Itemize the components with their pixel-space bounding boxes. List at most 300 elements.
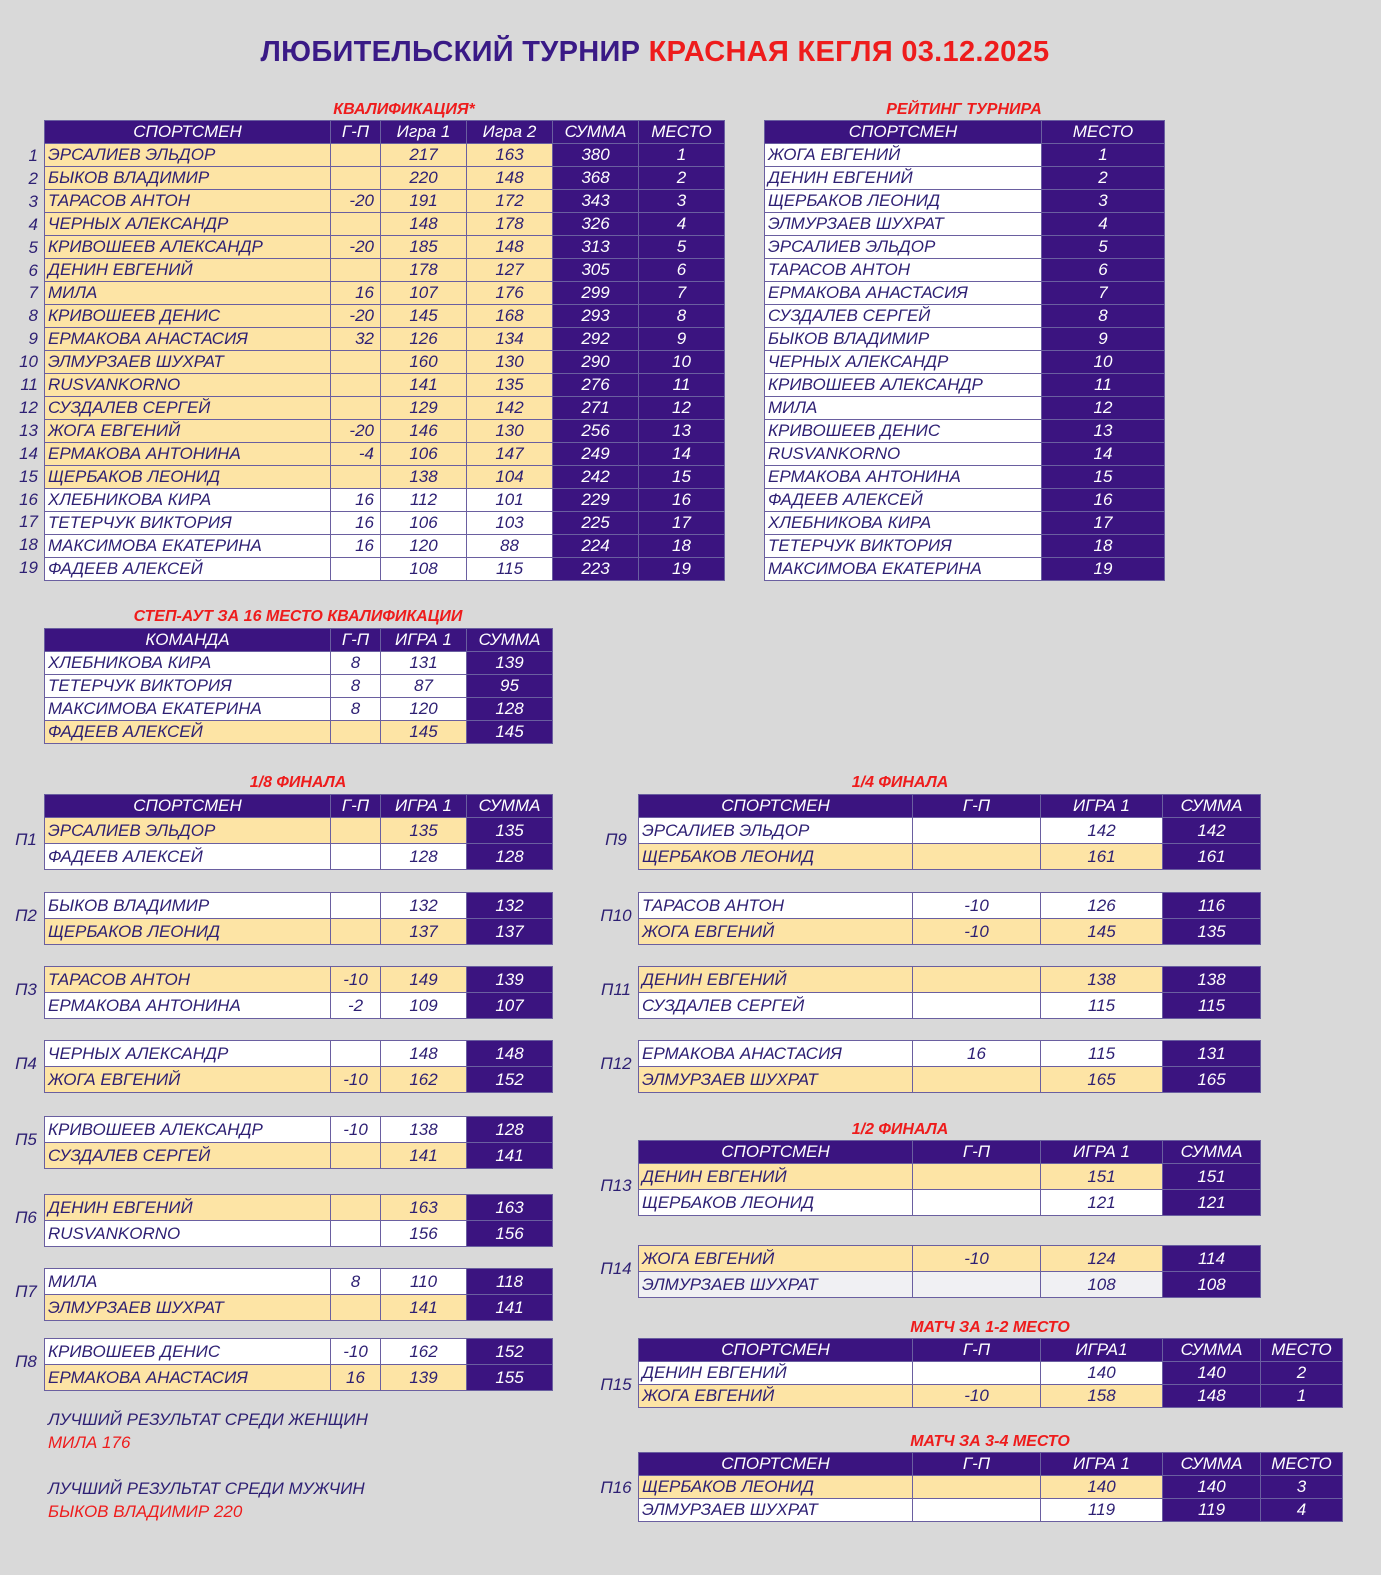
row-number: 4	[28, 214, 38, 234]
handicap	[913, 1499, 1041, 1522]
athlete-name: ТЕТЕРЧУК ВИКТОРИЯ	[45, 512, 331, 535]
total: 132	[467, 893, 553, 919]
place: 4	[1042, 213, 1165, 236]
place: 15	[1042, 466, 1165, 489]
column-header: СУММА	[1163, 1453, 1261, 1476]
table-row	[45, 466, 725, 489]
handicap: 16	[331, 489, 381, 512]
match-table	[44, 794, 553, 870]
table-body	[639, 1246, 1261, 1298]
best-women-value: МИЛА 176	[48, 1433, 131, 1452]
table-row	[45, 1143, 553, 1169]
game-1: 107	[381, 282, 467, 305]
table-row	[765, 190, 1165, 213]
column-header: Г-П	[331, 629, 381, 652]
athlete-name: ЩЕРБАКОВ ЛЕОНИД	[639, 844, 913, 870]
stepout-title: СТЕП-АУТ ЗА 16 МЕСТО КВАЛИФИКАЦИИ	[133, 608, 463, 625]
row-number: 10	[19, 352, 38, 372]
table-row	[639, 919, 1261, 945]
athlete-name: ТАРАСОВ АНТОН	[45, 190, 331, 213]
handicap: -10	[331, 1339, 381, 1365]
game-2: 148	[467, 167, 553, 190]
total: 95	[467, 675, 553, 698]
game-2: 147	[467, 443, 553, 466]
game-1: 145	[1041, 919, 1163, 945]
place: 14	[1042, 443, 1165, 466]
place: 11	[1042, 374, 1165, 397]
match-label: П8	[15, 1352, 37, 1371]
athlete-name: БЫКОВ ВЛАДИМИР	[765, 328, 1042, 351]
place: 14	[639, 443, 725, 466]
column-header: Г-П	[913, 795, 1041, 818]
game-2: 163	[467, 144, 553, 167]
game-2: 135	[467, 374, 553, 397]
handicap: -10	[331, 1067, 381, 1093]
table-row	[639, 1272, 1261, 1298]
table-row	[45, 1269, 553, 1295]
athlete-name: МАКСИМОВА ЕКАТЕРИНА	[45, 535, 331, 558]
place: 4	[1261, 1499, 1343, 1522]
handicap	[913, 1362, 1041, 1385]
athlete-name: ДЕНИН ЕВГЕНИЙ	[45, 1195, 331, 1221]
game-1: 137	[381, 919, 467, 945]
column-header: СПОРТСМЕН	[639, 795, 913, 818]
rating-table	[764, 120, 1165, 581]
table-body	[45, 1339, 553, 1391]
column-header: Г-П	[331, 795, 381, 818]
handicap	[331, 1143, 381, 1169]
place: 4	[639, 213, 725, 236]
athlete-name: ЕРМАКОВА АНТОНИНА	[45, 443, 331, 466]
place: 13	[639, 420, 725, 443]
total: 249	[553, 443, 639, 466]
total: 225	[553, 512, 639, 535]
row-number: 18	[19, 535, 38, 555]
game-1: 149	[381, 967, 467, 993]
match-label: П11	[601, 980, 631, 999]
table-row	[765, 259, 1165, 282]
athlete-name: ЕРМАКОВА АНАСТАСИЯ	[765, 282, 1042, 305]
table-row	[765, 305, 1165, 328]
table-row	[639, 1385, 1343, 1408]
place: 1	[1042, 144, 1165, 167]
athlete-name: ЭЛМУРЗАЕВ ШУХРАТ	[45, 1295, 331, 1321]
total: 140	[1163, 1362, 1261, 1385]
game-1: 138	[381, 466, 467, 489]
total: 276	[553, 374, 639, 397]
match-table	[638, 794, 1261, 870]
handicap	[913, 1164, 1041, 1190]
athlete-name: СУЗДАЛЕВ СЕРГЕЙ	[45, 1143, 331, 1169]
handicap: 16	[331, 1365, 381, 1391]
handicap: 16	[913, 1041, 1041, 1067]
table-row	[45, 397, 725, 420]
game-2: 176	[467, 282, 553, 305]
game-1: 185	[381, 236, 467, 259]
handicap	[331, 1221, 381, 1247]
handicap	[913, 1190, 1041, 1216]
total: 128	[467, 1117, 553, 1143]
table-row	[45, 1221, 553, 1247]
handicap	[331, 259, 381, 282]
table-body	[639, 967, 1261, 1019]
game-2: 101	[467, 489, 553, 512]
place: 12	[1042, 397, 1165, 420]
place: 13	[1042, 420, 1165, 443]
match-label: П4	[15, 1054, 37, 1073]
game-2: 134	[467, 328, 553, 351]
total: 343	[553, 190, 639, 213]
column-header: МЕСТО	[1261, 1339, 1343, 1362]
total: 108	[1163, 1272, 1261, 1298]
row-number: 5	[28, 237, 38, 257]
table-row	[45, 1295, 553, 1321]
rating-title: РЕЙТИНГ ТУРНИРА	[886, 101, 1042, 118]
handicap: -2	[331, 993, 381, 1019]
place: 3	[1042, 190, 1165, 213]
handicap	[913, 1067, 1041, 1093]
table-row	[45, 1041, 553, 1067]
table-row	[45, 305, 725, 328]
game-2: 130	[467, 420, 553, 443]
match-label: П12	[600, 1054, 632, 1073]
total: 119	[1163, 1499, 1261, 1522]
table-row	[45, 652, 553, 675]
handicap	[913, 1476, 1041, 1499]
athlete-name: ФАДЕЕВ АЛЕКСЕЙ	[45, 558, 331, 581]
table-row	[45, 512, 725, 535]
total: 224	[553, 535, 639, 558]
athlete-name: ФАДЕЕВ АЛЕКСЕЙ	[45, 844, 331, 870]
athlete-name: ЕРМАКОВА АНАСТАСИЯ	[639, 1041, 913, 1067]
handicap	[331, 1295, 381, 1321]
stepout-table	[44, 628, 553, 744]
handicap: -20	[331, 305, 381, 328]
table-row	[765, 420, 1165, 443]
total: 128	[467, 698, 553, 721]
column-header: МЕСТО	[1261, 1453, 1343, 1476]
header-row	[639, 1141, 1261, 1164]
game-1: 148	[381, 213, 467, 236]
game-1: 109	[381, 993, 467, 1019]
athlete-name: МИЛА	[45, 282, 331, 305]
athlete-name: ЕРМАКОВА АНТОНИНА	[765, 466, 1042, 489]
total: 242	[553, 466, 639, 489]
total: 152	[467, 1339, 553, 1365]
handicap	[331, 397, 381, 420]
game-2: 127	[467, 259, 553, 282]
game-1: 145	[381, 721, 467, 744]
match-label-p15: П15	[600, 1375, 632, 1394]
game-1: 135	[381, 818, 467, 844]
row-number: 8	[28, 306, 38, 326]
match-table	[638, 1140, 1261, 1216]
column-header: СУММА	[553, 121, 639, 144]
handicap	[331, 374, 381, 397]
game-1: 138	[1041, 967, 1163, 993]
column-header: СПОРТСМЕН	[639, 1339, 913, 1362]
place: 6	[639, 259, 725, 282]
athlete-name: ДЕНИН ЕВГЕНИЙ	[765, 167, 1042, 190]
athlete-name: ЭРСАЛИЕВ ЭЛЬДОР	[45, 144, 331, 167]
header-row	[45, 795, 553, 818]
athlete-name: ДЕНИН ЕВГЕНИЙ	[639, 1362, 913, 1385]
table-row	[765, 213, 1165, 236]
table-row	[45, 236, 725, 259]
row-number: 2	[28, 168, 38, 188]
athlete-name: ЩЕРБАКОВ ЛЕОНИД	[639, 1476, 913, 1499]
athlete-name: ХЛЕБНИКОВА КИРА	[45, 489, 331, 512]
game-1: 112	[381, 489, 467, 512]
athlete-name: ЭЛМУРЗАЕВ ШУХРАТ	[45, 351, 331, 374]
handicap: -4	[331, 443, 381, 466]
place: 17	[1042, 512, 1165, 535]
table-row	[639, 893, 1261, 919]
athlete-name: КРИВОШЕЕВ ДЕНИС	[45, 1339, 331, 1365]
handicap: -10	[331, 1117, 381, 1143]
column-header: СПОРТСМЕН	[45, 795, 331, 818]
game-2: 103	[467, 512, 553, 535]
table-row	[45, 167, 725, 190]
table-row	[45, 489, 725, 512]
row-number: 15	[19, 466, 38, 486]
total: 121	[1163, 1190, 1261, 1216]
table-row	[45, 190, 725, 213]
row-number: 12	[19, 397, 38, 417]
place: 16	[1042, 489, 1165, 512]
game-1: 141	[381, 1143, 467, 1169]
total: 163	[467, 1195, 553, 1221]
table-head	[45, 795, 553, 818]
game-2: 104	[467, 466, 553, 489]
match-table	[44, 1040, 553, 1093]
table-row	[639, 844, 1261, 870]
table-row	[765, 512, 1165, 535]
athlete-name: ДЕНИН ЕВГЕНИЙ	[639, 967, 913, 993]
total: 229	[553, 489, 639, 512]
game-1: 140	[1041, 1476, 1163, 1499]
game-1: 139	[381, 1365, 467, 1391]
match-table	[44, 966, 553, 1019]
column-header: СПОРТСМЕН	[639, 1141, 913, 1164]
handicap	[331, 466, 381, 489]
match-label: П10	[600, 906, 632, 925]
column-header: Г-П	[913, 1453, 1041, 1476]
column-header: ИГРА 1	[381, 795, 467, 818]
total: 293	[553, 305, 639, 328]
final-table	[638, 1338, 1343, 1408]
table-row	[639, 1067, 1261, 1093]
total: 152	[467, 1067, 553, 1093]
match-table	[638, 1040, 1261, 1093]
athlete-name: КРИВОШЕЕВ ДЕНИС	[765, 420, 1042, 443]
handicap: -10	[913, 1385, 1041, 1408]
athlete-name: ЖОГА ЕВГЕНИЙ	[639, 1246, 913, 1272]
game-1: 115	[1041, 1041, 1163, 1067]
athlete-name: СУЗДАЛЕВ СЕРГЕЙ	[765, 305, 1042, 328]
table-row	[45, 721, 553, 744]
athlete-name: ЭРСАЛИЕВ ЭЛЬДОР	[639, 818, 913, 844]
athlete-name: ТЕТЕРЧУК ВИКТОРИЯ	[765, 535, 1042, 558]
table-body	[45, 1195, 553, 1247]
table-row	[765, 144, 1165, 167]
total: 155	[467, 1365, 553, 1391]
athlete-name: ЕРМАКОВА АНТОНИНА	[45, 993, 331, 1019]
game-1: 120	[381, 535, 467, 558]
match-table	[44, 892, 553, 945]
total: 292	[553, 328, 639, 351]
handicap: 16	[331, 535, 381, 558]
match-table	[44, 1194, 553, 1247]
athlete-name: ЭРСАЛИЕВ ЭЛЬДОР	[45, 818, 331, 844]
athlete-name: МАКСИМОВА ЕКАТЕРИНА	[45, 698, 331, 721]
handicap	[331, 721, 381, 744]
best-men-label: ЛУЧШИЙ РЕЗУЛЬТАТ СРЕДИ МУЖЧИН	[48, 1479, 365, 1498]
place: 12	[639, 397, 725, 420]
table-row	[45, 919, 553, 945]
table-body	[45, 967, 553, 1019]
match-table	[44, 1268, 553, 1321]
total: 135	[467, 818, 553, 844]
total: 151	[1163, 1164, 1261, 1190]
game-1: 145	[381, 305, 467, 328]
athlete-name: ТЕТЕРЧУК ВИКТОРИЯ	[45, 675, 331, 698]
handicap: -20	[331, 420, 381, 443]
table-row	[765, 282, 1165, 305]
total: 141	[467, 1295, 553, 1321]
table-body	[639, 1164, 1261, 1216]
match-label: П6	[15, 1208, 37, 1227]
match-label: П14	[600, 1259, 632, 1278]
total: 161	[1163, 844, 1261, 870]
place: 18	[1042, 535, 1165, 558]
game-1: 158	[1041, 1385, 1163, 1408]
match-label: П9	[605, 830, 627, 849]
game-1: 156	[381, 1221, 467, 1247]
game-1: 115	[1041, 993, 1163, 1019]
column-header: ИГРА 1	[1041, 795, 1163, 818]
handicap	[331, 351, 381, 374]
round-of-16-title: 1/8 ФИНАЛА	[249, 774, 347, 791]
table-row	[639, 993, 1261, 1019]
handicap: 8	[331, 675, 381, 698]
table-row	[765, 558, 1165, 581]
game-2: 148	[467, 236, 553, 259]
table-row	[45, 675, 553, 698]
table-row	[45, 558, 725, 581]
total: 380	[553, 144, 639, 167]
handicap: 16	[331, 282, 381, 305]
table-row	[45, 259, 725, 282]
match-table	[44, 1116, 553, 1169]
athlete-name: ЩЕРБАКОВ ЛЕОНИД	[765, 190, 1042, 213]
table-row	[765, 397, 1165, 420]
place: 1	[1261, 1385, 1343, 1408]
handicap	[331, 167, 381, 190]
handicap: 8	[331, 698, 381, 721]
total: 165	[1163, 1067, 1261, 1093]
handicap: -10	[913, 1246, 1041, 1272]
column-header: СУММА	[467, 629, 553, 652]
handicap	[331, 1041, 381, 1067]
place: 1	[639, 144, 725, 167]
row-number: 16	[19, 489, 38, 509]
handicap	[913, 818, 1041, 844]
game-1: 120	[381, 698, 467, 721]
game-2: 168	[467, 305, 553, 328]
place: 10	[1042, 351, 1165, 374]
table-row	[45, 893, 553, 919]
handicap	[331, 893, 381, 919]
match-table	[638, 966, 1261, 1019]
game-1: 128	[381, 844, 467, 870]
table-row	[45, 328, 725, 351]
table-head	[639, 795, 1261, 818]
handicap	[913, 993, 1041, 1019]
column-header: ИГРА1	[1041, 1339, 1163, 1362]
handicap: -10	[331, 967, 381, 993]
place: 19	[639, 558, 725, 581]
game-1: 126	[381, 328, 467, 351]
best-men-value: БЫКОВ ВЛАДИМИР 220	[48, 1502, 243, 1521]
table-row	[45, 1195, 553, 1221]
game-1: 119	[1041, 1499, 1163, 1522]
athlete-name: ЕРМАКОВА АНАСТАСИЯ	[45, 1365, 331, 1391]
match-label: П5	[15, 1130, 37, 1149]
handicap: 16	[331, 512, 381, 535]
title-part-1: ЛЮБИТЕЛЬСКИЙ ТУРНИР	[260, 36, 641, 68]
match-label: П3	[15, 980, 37, 999]
table-body	[639, 1041, 1261, 1093]
total: 305	[553, 259, 639, 282]
place: 18	[639, 535, 725, 558]
column-header: КОМАНДА	[45, 629, 331, 652]
athlete-name: КРИВОШЕЕВ АЛЕКСАНДР	[45, 1117, 331, 1143]
place: 3	[639, 190, 725, 213]
total: 139	[467, 652, 553, 675]
athlete-name: СУЗДАЛЕВ СЕРГЕЙ	[45, 397, 331, 420]
row-number: 3	[28, 191, 38, 211]
game-1: 146	[381, 420, 467, 443]
row-number: 17	[19, 512, 38, 532]
table-row	[765, 443, 1165, 466]
total: 313	[553, 236, 639, 259]
table-row	[45, 213, 725, 236]
athlete-name: МИЛА	[45, 1269, 331, 1295]
table-row	[45, 443, 725, 466]
total: 156	[467, 1221, 553, 1247]
table-row	[765, 489, 1165, 512]
handicap: -10	[913, 919, 1041, 945]
table-body	[45, 1041, 553, 1093]
column-header: СУММА	[467, 795, 553, 818]
column-header: Г-П	[913, 1141, 1041, 1164]
game-1: 121	[1041, 1190, 1163, 1216]
table-row	[765, 374, 1165, 397]
game-1: 165	[1041, 1067, 1163, 1093]
table-row	[639, 1164, 1261, 1190]
table-row	[45, 282, 725, 305]
place: 8	[639, 305, 725, 328]
total: 290	[553, 351, 639, 374]
place: 7	[639, 282, 725, 305]
place: 8	[1042, 305, 1165, 328]
handicap: -20	[331, 236, 381, 259]
table-row	[765, 328, 1165, 351]
header-row	[639, 795, 1261, 818]
handicap: 32	[331, 328, 381, 351]
game-2: 115	[467, 558, 553, 581]
